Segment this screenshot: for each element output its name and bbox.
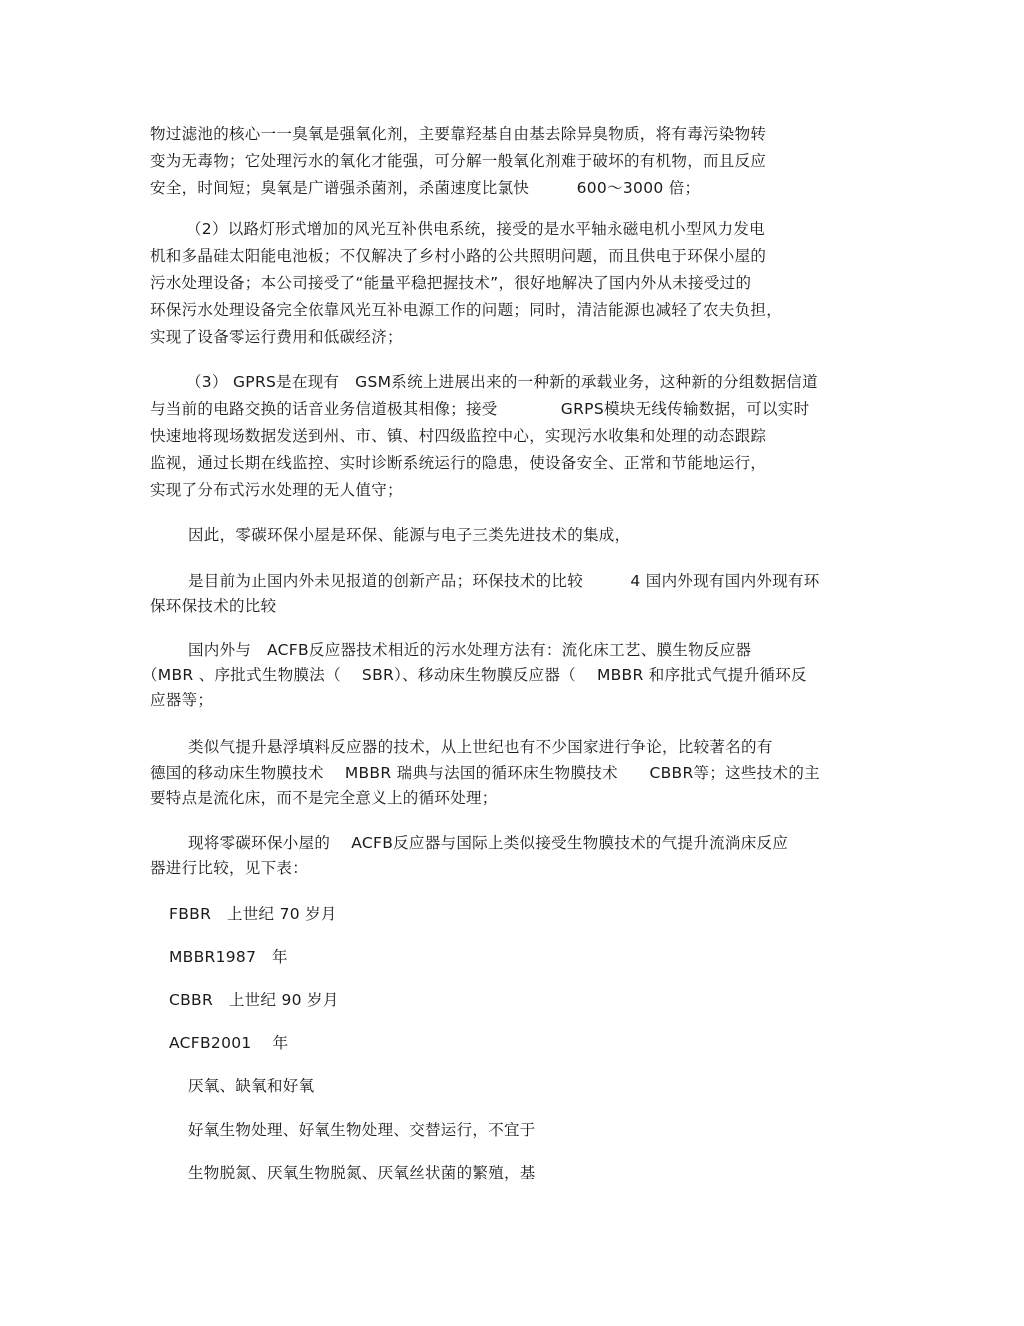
text-line: 保环保技术的比较 bbox=[150, 597, 277, 615]
text-line: （2）以路灯形式增加的风光互补供电系统，接受的是水平轴永磁电机小型风力发电 bbox=[186, 220, 765, 238]
text-line: （MBR 、序批式生物膜法（ SBR）、移动床生物膜反应器（ MBBR 和序批式气提升循环反 bbox=[142, 666, 807, 684]
text-line: 环保污水处理设备完全依靠风光互补电源工作的问题；同时，清洁能源也减轻了农夫负担， bbox=[150, 301, 783, 319]
text-line: ACFB2001 年 bbox=[169, 1034, 289, 1052]
text-line: 国内外与 ACFB反应器技术相近的污水处理方法有：流化床工艺、膜生物反应器 bbox=[188, 641, 752, 659]
text-line: 要特点是流化床，而不是完全意义上的循环处理； bbox=[150, 789, 498, 807]
text-line: 实现了分布式污水处理的无人值守； bbox=[150, 481, 403, 499]
text-line: 机和多晶硅太阳能电池板；不仅解决了乡村小路的公共照明问题，而且供电于环保小屋的 bbox=[150, 247, 767, 265]
text-line: （3） GPRS是在现有 GSM系统上进展出来的一种新的承载业务，这种新的分组数据信道 bbox=[186, 373, 818, 391]
text-line: 实现了设备零运行费用和低碳经济； bbox=[150, 328, 403, 346]
text-line: 厌氧、缺氧和好氧 bbox=[188, 1077, 315, 1095]
text-line: 安全，时间短；臭氧是广谱强杀菌剂，杀菌速度比氯快 600～3000 倍； bbox=[150, 179, 701, 197]
text-line: MBBR1987 年 bbox=[169, 948, 288, 966]
text-line: 器进行比较，见下表： bbox=[150, 859, 309, 877]
text-line: 类似气提升悬浮填料反应器的技术，从上世纪也有不少国家进行争论，比较著名的有 bbox=[188, 738, 773, 756]
text-line: 生物脱氮、厌氧生物脱氮、厌氧丝状菌的繁殖，基 bbox=[188, 1164, 536, 1182]
text-line: 污水处理设备；本公司接受了“能量平稳把握技术”，很好地解决了国内外从未接受过的 bbox=[150, 274, 752, 292]
text-line: 德国的移动床生物膜技术 MBBR 瑞典与法国的循环床生物膜技术 CBBR等；这些技术的主 bbox=[150, 764, 820, 782]
text-line: 变为无毒物；它处理污水的氧化才能强，可分解一般氧化剂难于破坏的有机物，而且反应 bbox=[150, 152, 767, 170]
text-line: 因此，零碳环保小屋是环保、能源与电子三类先进技术的集成， bbox=[188, 526, 631, 544]
text-line: 快速地将现场数据发送到州、市、镇、村四级监控中心，实现污水收集和处理的动态跟踪 bbox=[150, 427, 767, 445]
text-line: FBBR 上世纪 70 岁月 bbox=[169, 905, 337, 923]
text-line: 现将零碳环保小屋的 ACFB反应器与国际上类似接受生物膜技术的气提升流淌床反应 bbox=[188, 834, 789, 852]
text-line: 监视，通过长期在线监控、实时诊断系统运行的隐患，使设备安全、正常和节能地运行， bbox=[150, 454, 767, 472]
text-line: CBBR 上世纪 90 岁月 bbox=[169, 991, 339, 1009]
text-line: 物过滤池的核心一一臭氧是强氧化剂，主要靠羟基自由基去除异臭物质，将有毒污染物转 bbox=[150, 125, 767, 143]
text-line: 好氧生物处理、好氧生物处理、交替运行，不宜于 bbox=[188, 1121, 536, 1139]
text-line: 是目前为止国内外未见报道的创新产品；环保技术的比较 4 国内外现有国内外现有环 bbox=[188, 572, 820, 590]
text-line: 与当前的电路交换的话音业务信道极其相像；接受 GRPS模块无线传输数据，可以实时 bbox=[150, 400, 810, 418]
text-line: 应器等； bbox=[150, 691, 214, 709]
